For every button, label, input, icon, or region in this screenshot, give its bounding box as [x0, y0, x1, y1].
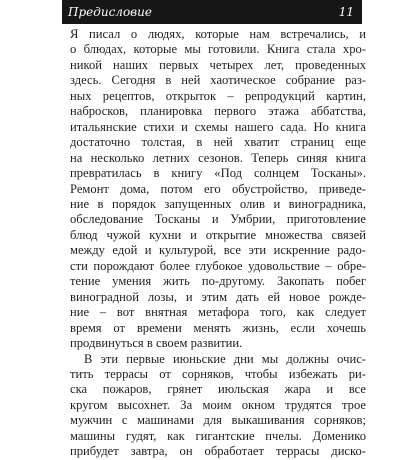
- text-line: Я писал о людях, которые нам встречались, и: [70, 27, 366, 41]
- page-number: 11: [338, 5, 354, 19]
- text-line: тение умения жить по-другому. Закопать побег: [70, 274, 366, 289]
- text-line: продвинуться в своем развитии.: [70, 336, 243, 351]
- text-line: мужчин с машинами для выкашивания сорняков;: [70, 413, 366, 428]
- body-text: [70, 27, 366, 460]
- text-line: В эти первые июньские дни мы должны очис-: [84, 351, 366, 366]
- text-line: время от времени менять жизнь, если хочешь: [70, 320, 366, 335]
- paragraph: [70, 27, 366, 352]
- text-line: никой наших первых четырех лет, проведенных: [70, 57, 366, 72]
- text-line: о блюдах, которые мы готовили. Книга стала хро-: [70, 42, 366, 57]
- text-line: виноградной лозы, и этим дать ей новое рожде-: [70, 289, 366, 304]
- text-line: сти порождают более глубокое удовольствие – обре-: [70, 258, 366, 273]
- text-line: достаточно толстая, в ней хватит страниц еще: [70, 135, 366, 150]
- text-line: превратилась в книгу «Под солнцем Тосканы».: [70, 166, 366, 181]
- text-line: тить террасы от сорняков, чтобы избежать ри-: [70, 366, 366, 381]
- running-head: [62, 0, 362, 24]
- text-line: на несколько летних сезонов. Теперь синяя книга: [70, 150, 366, 165]
- text-line: между едой и культурой, все эти искренние радо-: [70, 243, 366, 258]
- text-line: блюд чужой кухни и открытие множества связей: [70, 227, 366, 242]
- text-line: ска пожаров, грянет июльская жара и все: [70, 382, 366, 397]
- text-line: кругом высохнет. За моим окном трудятся трое: [70, 397, 366, 412]
- text-line: ние – вот внятная метафора того, как следует: [70, 305, 366, 320]
- text-line: ных рецептов, открыток – репродукций картин,: [70, 88, 366, 103]
- text-line: прибудет завтра, он обработает террасы диско-: [70, 444, 366, 459]
- text-line: Ремонт дома, потом его обустройство, приведе-: [70, 181, 366, 196]
- text-line: здесь. Сегодня в ней хаотическое собрание раз-: [70, 73, 366, 88]
- section-title: Предисловие: [68, 5, 152, 19]
- text-line: ние в порядок запущенных олив и виноградника,: [70, 196, 366, 211]
- paragraph: [70, 352, 366, 460]
- text-line: обследование Тосканы и Умбрии, приготовление: [70, 212, 366, 227]
- text-line: машины гудят, как гигантские пчелы. Доменико: [70, 428, 366, 443]
- text-line: итальянские стихи и схемы нашего сада. Но книга: [70, 119, 366, 134]
- text-line: набросков, планировка первого этажа аббатства,: [70, 104, 366, 119]
